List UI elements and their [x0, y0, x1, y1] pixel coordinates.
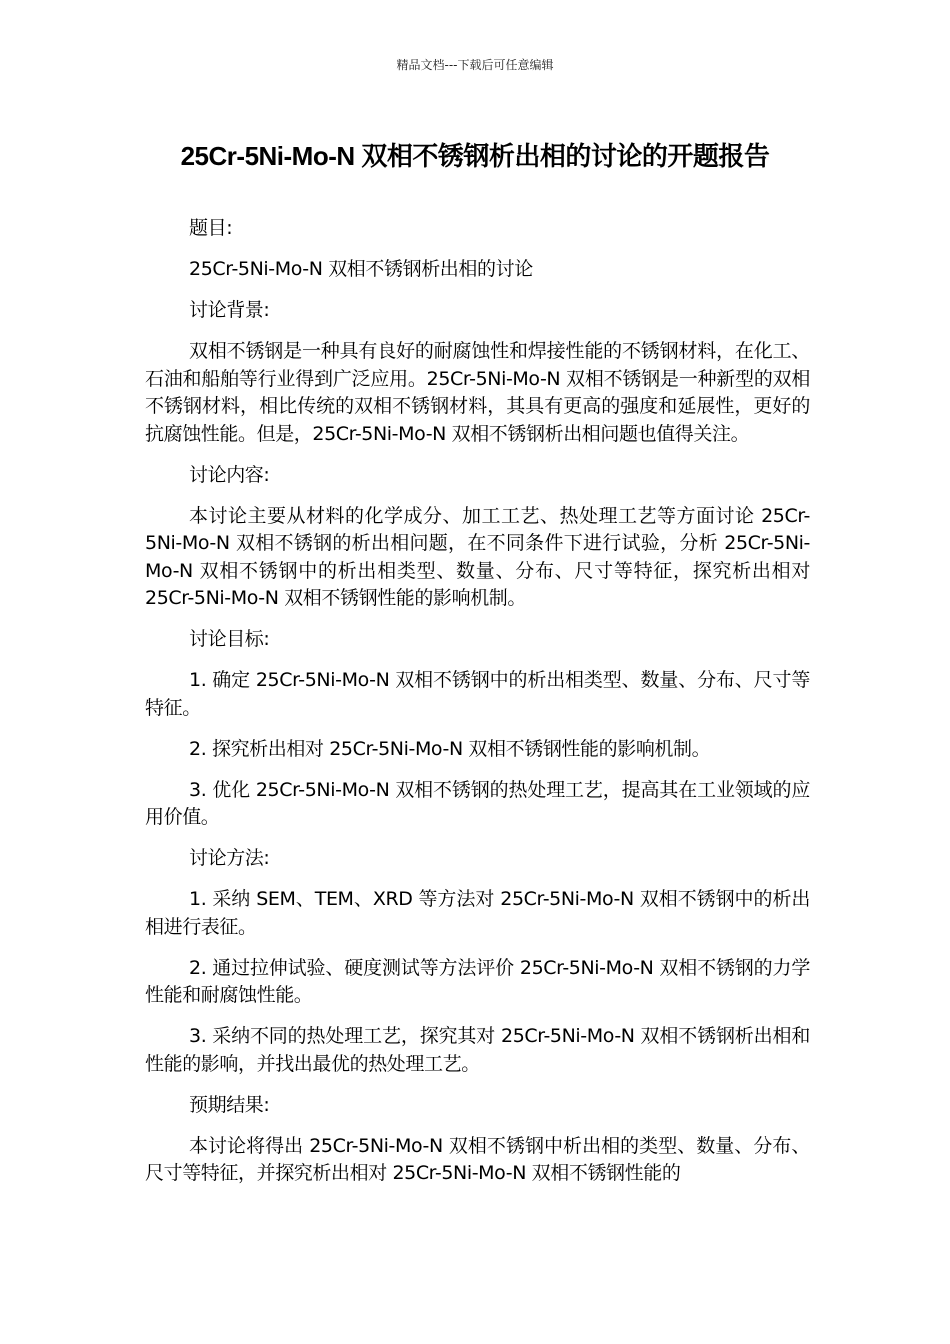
header-note: 精品文档---下载后可任意编辑	[396, 58, 554, 72]
goal-item-3: 3. 优化 25Cr-5Ni-Mo-N 双相不锈钢的热处理工艺，提高其在工业领域的应用价值。	[145, 778, 810, 828]
method-item-1: 1. 采纳 SEM、TEM、XRD 等方法对 25Cr-5Ni-Mo-N 双相不锈钢中的析出相进行表征。	[145, 888, 810, 938]
method-item-3: 3. 采纳不同的热处理工艺，探究其对 25Cr-5Ni-Mo-N 双相不锈钢析出相和性能的影响，并找出最优的热处理工艺。	[145, 1025, 810, 1075]
heading-expected-results: 预期结果:	[189, 1093, 270, 1116]
heading-methods: 讨论方法:	[189, 847, 270, 869]
heading-content: 讨论内容:	[189, 463, 270, 486]
document-title: 25Cr-5Ni-Mo-N 双相不锈钢析出相的讨论的开题报告	[180, 141, 770, 171]
method-item-2: 2. 通过拉伸试验、硬度测试等方法评价 25Cr-5Ni-Mo-N 双相不锈钢的力学性能和耐腐蚀性能。	[145, 956, 810, 1006]
expected-results-paragraph: 本讨论将得出 25Cr-5Ni-Mo-N 双相不锈钢中析出相的类型、数量、分布、尺寸等特征，并探究析出相对 25Cr-5Ni-Mo-N 双相不锈钢性能的	[145, 1134, 810, 1184]
heading-goals: 讨论目标:	[189, 628, 270, 650]
topic-text: 25Cr-5Ni-Mo-N 双相不锈钢析出相的讨论	[189, 258, 533, 280]
goal-item-2: 2. 探究析出相对 25Cr-5Ni-Mo-N 双相不锈钢性能的影响机制。	[189, 737, 711, 760]
background-paragraph: 双相不锈钢是一种具有良好的耐腐蚀性和焊接性能的不锈钢材料，在化工、石油和船舶等行业得到广泛应用。25Cr-5Ni-Mo-N 双相不锈钢是一种新型的双相不锈钢材料，相比传统的双相不锈钢材料，其具有更高的强度和延展性，更好的抗腐蚀性能。但是，25Cr-5Ni-Mo-N 双相不锈钢析出相问题也值得关注。	[145, 340, 810, 445]
heading-background: 讨论背景:	[189, 299, 270, 321]
content-paragraph: 本讨论主要从材料的化学成分、加工工艺、热处理工艺等方面讨论 25Cr-5Ni-Mo-N 双相不锈钢的析出相问题，在不同条件下进行试验，分析 25Cr-5Ni-Mo-N 双相不锈钢中的析出相类型、数量、分布、尺寸等特征，探究析出相对 25Cr-5Ni-Mo-N 双相不锈钢性能的影响机制。	[145, 504, 810, 609]
goal-item-1: 1. 确定 25Cr-5Ni-Mo-N 双相不锈钢中的析出相类型、数量、分布、尺寸等特征。	[145, 669, 810, 719]
heading-topic: 题目:	[189, 217, 233, 239]
document-body	[145, 215, 810, 1201]
